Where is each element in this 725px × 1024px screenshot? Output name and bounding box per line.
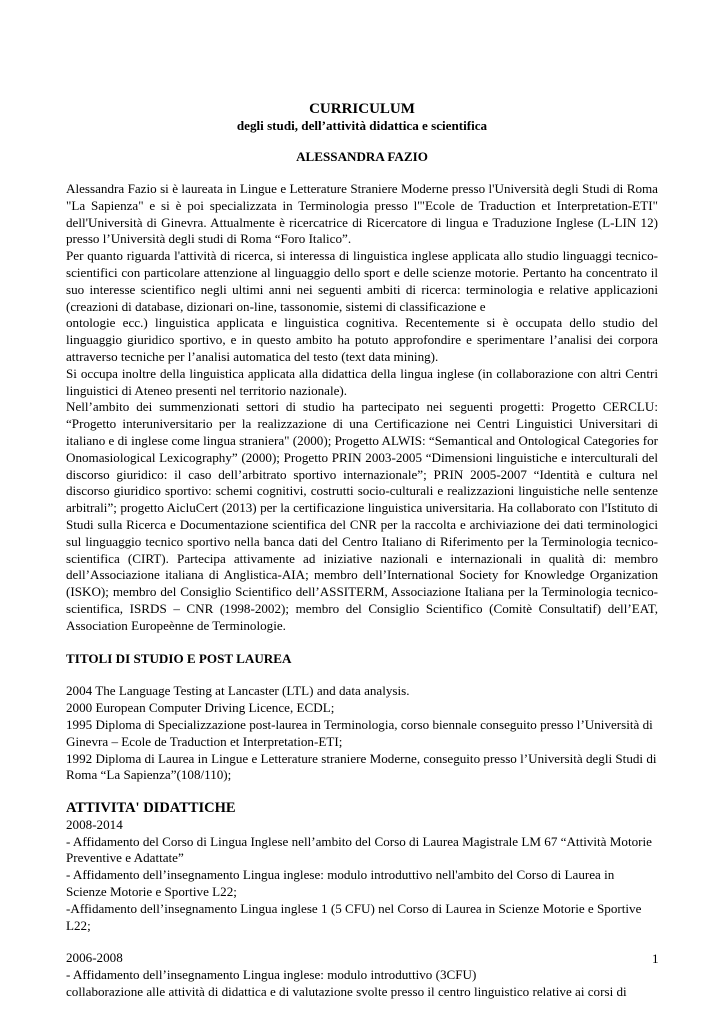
attivita-heading: ATTIVITA' DIDATTICHE xyxy=(66,800,236,817)
bio-paragraph: Nell’ambito dei summenzionati settori di studio ha partecipato nei seguenti progetti: Progetto CERCLU: “Progetto interuniversitario per la realizzazione di una Certificazione nei Centri Linguistici Universitari di italiano e di inglese come lingua straniera" (2000); Progetto ALWIS: “Semantical and Ontological Categories for Onomasiological Lexicography” (2000); Progetto PRIN 2003-2005 “Dimensioni linguistiche e interculturali del discorso giuridico: il caso dell’arbitrato sportivo internazionale”; PRIN 2005-2007 “Identità e cultura nel discorso giuridico sportivo: schemi cognitivi, costrutti socio-culturali e realizzazioni linguistiche nelle sentenze arbitrali”; progetto AicluCert (2013) per la certificazione linguistica universitaria. Ha collaborato con l'Istituto di Studi sulla Ricerca e Documentazione scientifica del CNR per la raccolta e archiviazione dei dati terminologici sul linguaggio tecnico sportivo nella banca dati del Centro Italiano di Riferimento per la Terminologia tecnico-scientifica (CIRT). Partecipa attivamente ad iniziative nazionali e internazionali in qualità di: membro dell’Associazione italiana di Anglistica-AIA; membro dell’International Society for Knowledge Organization (ISKO); membro del Consiglio Scientifico dell’ASSITERM, Associazione Italiana per la Terminologia tecnico-scientifica, ISRDS – CNR (1998-2002); membro del Consiglio Scientifico (Comitè Consultatif) dell’EAT, Association Europeènne de Terminologie. xyxy=(66,399,658,633)
attivita-period: 2006-2008 xyxy=(66,950,123,966)
attivita-item: collaborazione alle attività di didattica e di valutazione svolte presso il centro linguistico relative ai corsi di xyxy=(66,984,627,1000)
bio-paragraph: Si occupa inoltre della linguistica applicata alla didattica della lingua inglese (in collaborazione con altri Centri linguistici di Ateneo presenti nel territorio nazionale). xyxy=(66,365,658,398)
spacer xyxy=(66,934,658,950)
document-page xyxy=(66,101,658,1001)
attivita-item: - Affidamento dell’insegnamento Lingua inglese: modulo introduttivo (3CFU) xyxy=(66,967,477,983)
titoli-item: 2004 The Language Testing at Lancaster (LTL) and data analysis. xyxy=(66,683,410,699)
page-title: CURRICULUM xyxy=(309,101,415,117)
page-subtitle: degli studi, dell’attività didattica e scientifica xyxy=(236,118,488,133)
titoli-item: 2000 European Computer Driving Licence, ECDL; xyxy=(66,700,335,716)
attivita-section xyxy=(66,800,658,1001)
titoli-section xyxy=(66,651,658,785)
attivita-item: -Affidamento dell’insegnamento Lingua inglese 1 (5 CFU) nel Corso di Laurea in Scienze Motorie e Sportive L22; xyxy=(66,900,642,933)
page-number: 1 xyxy=(652,951,659,966)
bio-paragraph: ontologie ecc.) linguistica applicata e linguistica cognitiva. Recentemente si è occupata dello studio del linguaggio giuridico sportivo, e in questo ambito ha potuto approfondire e sperimentare l’analisi dei corpora attraverso tecniche per l’analisi automatica del testo (text data mining). xyxy=(66,315,658,364)
bio-paragraph: Alessandra Fazio si è laureata in Lingue e Letterature Straniere Moderne presso l'Università degli Studi di Roma "La Sapienza" e si è poi specializzata in Terminologia presso l'"Ecole de Traduction et Interpretation-ETI" dell'Università di Ginevra. Attualmente è ricercatrice di Ricercatore di lingua e Traduzione Inglese (L-LIN 12) presso l’Università degli studi di Roma “Foro Italico”. xyxy=(66,181,658,247)
attivita-item: - Affidamento dell’insegnamento Lingua inglese: modulo introduttivo nell'ambito del Corso di Laurea in Scienze Motorie e Sportive L22; xyxy=(66,867,615,900)
titoli-item: 1992 Diploma di Laurea in Lingue e Letterature straniere Moderne, conseguito presso l’Università degli Studi di Roma “La Sapienza”(108/110); xyxy=(66,750,657,783)
attivita-item: - Affidamento del Corso di Lingua Inglese nell’ambito del Corso di Laurea Magistrale LM 67 “Attività Motorie Preventive e Adattate” xyxy=(66,833,652,866)
bio-section xyxy=(66,181,658,635)
attivita-period: 2008-2014 xyxy=(66,816,123,832)
titoli-heading: TITOLI DI STUDIO E POST LAUREA xyxy=(66,650,292,666)
titoli-item: 1995 Diploma di Specializzazione post-laurea in Terminologia, corso biennale conseguito presso l’Università di Ginevra – Ecole de Traduction et Interpretation-ETI; xyxy=(66,716,653,749)
bio-paragraph: Per quanto riguarda l'attività di ricerca, si interessa di linguistica inglese applicata allo studio linguaggi tecnico-scientifici con particolare attenzione al linguaggio dello sport e delle scienze motorie. Pertanto ha concentrato il suo interesse scientifico negli ultimi anni nei seguenti ambiti di ricerca: terminologia e relative applicazioni (creazioni di database, dizionari on-line, tassonomie, sistemi di classificazione e xyxy=(66,248,658,314)
author-name: ALESSANDRA FAZIO xyxy=(296,149,428,164)
